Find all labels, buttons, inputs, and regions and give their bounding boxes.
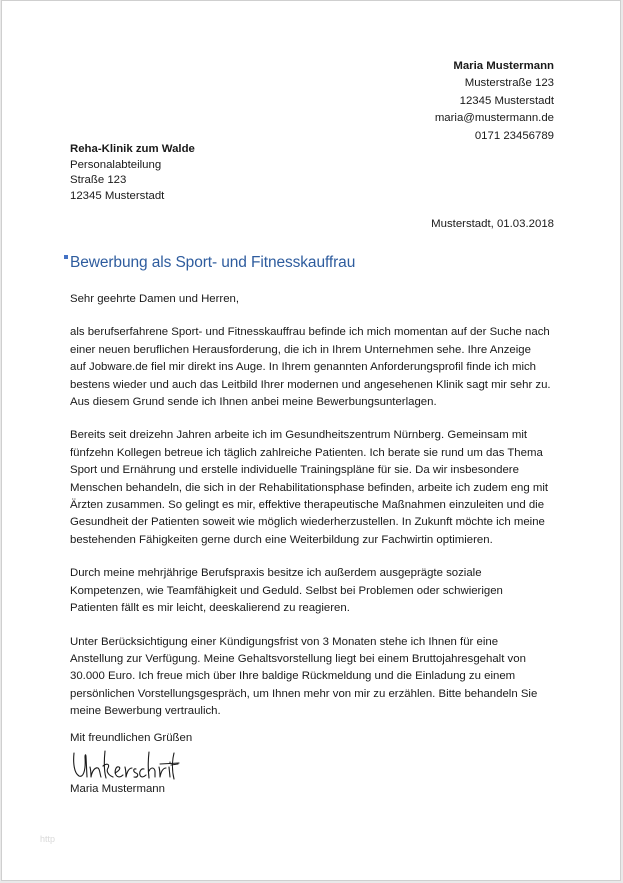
paragraph-intro: [70, 324, 570, 411]
sender-city: 12345 Musterstadt: [459, 94, 554, 107]
text-line: auf Jobware.de fiel mir direkt ins Auge. In Ihrem genannten Anforderungsprofil finde ich mich: [70, 361, 537, 374]
handwritten-signature: [70, 749, 180, 786]
paragraph-gap: [70, 308, 570, 324]
closing-phrase: Mit freundlichen Grüßen: [70, 732, 193, 744]
text-line: bestens wieder und auch das Leitbild Ihrer modernen und angesehenen Klinik sagt mir sehr zu.: [70, 378, 551, 391]
text-line: Patienten fällt es mir leicht, deeskalierend zu reagieren.: [70, 602, 350, 615]
recipient-street: Straße 123: [70, 174, 127, 187]
text-line: fünfzehn Kollegen betreue ich täglich zahlreiche Patienten. Ich berate sie rund um das Thema: [70, 446, 543, 459]
text-line: Bereits seit dreizehn Jahren arbeite ich im Gesundheitszentrum Nürnberg. Gemeinsam mit: [70, 429, 528, 442]
watermark: http: [40, 834, 56, 844]
signer-name: Maria Mustermann: [70, 783, 165, 795]
text-line: Kompetenzen, wie Teamfähigkeit und Geduld. Selbst bei Problemen oder schwierigen: [70, 584, 503, 597]
letter-body: [70, 291, 570, 721]
sender-street: Musterstraße 123: [464, 77, 554, 90]
text-line: Gesundheit der Patienten soweit wie möglich wiederherzustellen. In Zukunft möchte ich meine: [70, 516, 545, 529]
text-line: persönlichen Vorstellungsgespräch, um Ihnen mehr von mir zu erzählen. Bitte behandeln Sie: [70, 687, 538, 700]
place-date: Musterstadt, 01.03.2018: [431, 218, 554, 230]
text-line: als berufserfahrene Sport- und Fitnesskauffrau befinde ich mich momentan auf der Suche nach: [70, 326, 550, 339]
text-line: Aus diesem Grund sende ich Ihnen anbei meine Bewerbungsunterlagen.: [70, 396, 437, 409]
recipient-department: Personalabteilung: [70, 158, 162, 171]
text-line: Menschen behandeln, die sich in der Rehabilitationsphase befinden, arbeite ich zudem eng mit: [70, 481, 549, 494]
salutation: Sehr geehrte Damen und Herren,: [70, 293, 240, 305]
text-line: Ärzten zusammen. So gelingt es mir, effektive therapeutische Maßnahmen einzuleiten und die: [70, 499, 545, 512]
recipient-city: 12345 Musterstadt: [70, 189, 165, 202]
sender-email: maria@mustermann.de: [434, 112, 554, 125]
paragraph-experience: [70, 427, 570, 549]
signature-image: [70, 749, 180, 783]
text-line: Unter Berücksichtigung einer Kündigungsfrist von 3 Monaten stehe ich Ihnen für eine: [70, 635, 499, 648]
recipient-block: [70, 142, 195, 204]
text-line: einer neuen beruflichen Herausforderung, die ich in Ihrem Unternehmen sehe. Ihre Anzeige: [70, 343, 531, 356]
recipient-organization: Reha-Klinik zum Walde: [70, 143, 195, 155]
subject-marker: [64, 255, 68, 259]
sender-name: Maria Mustermann: [453, 60, 554, 72]
sender-block: [435, 58, 554, 145]
text-line: Anstellung zur Verfügung. Meine Gehaltsvorstellung liegt bei einem Bruttojahresgehalt von: [70, 652, 526, 665]
paragraph-availability: [70, 634, 570, 721]
paragraph-skills: [70, 565, 570, 617]
paragraph-gap: [70, 411, 570, 427]
text-line: Durch meine mehrjährige Berufspraxis besitze ich außerdem ausgeprägte soziale: [70, 567, 482, 580]
text-line: Sport und Ernährung und erstelle individuelle Trainingspläne für sie. Da wir insbesondere: [70, 464, 519, 477]
text-line: meine Bewerbung vertraulich.: [70, 705, 221, 718]
sender-phone: 0171 23456789: [474, 129, 554, 142]
text-line: bestehenden Fähigkeiten gerne durch eine Weiterbildung zur Fachwirtin optimieren.: [70, 533, 493, 546]
paragraph-gap: [70, 618, 570, 634]
subject-heading: Bewerbung als Sport- und Fitnesskauffrau: [70, 254, 356, 271]
letter-page: [1, 0, 621, 881]
paragraph-gap: [70, 549, 570, 565]
text-line: 30.000 Euro. Ich freue mich über Ihre baldige Rückmeldung und die Einladung zu einem: [70, 670, 516, 683]
